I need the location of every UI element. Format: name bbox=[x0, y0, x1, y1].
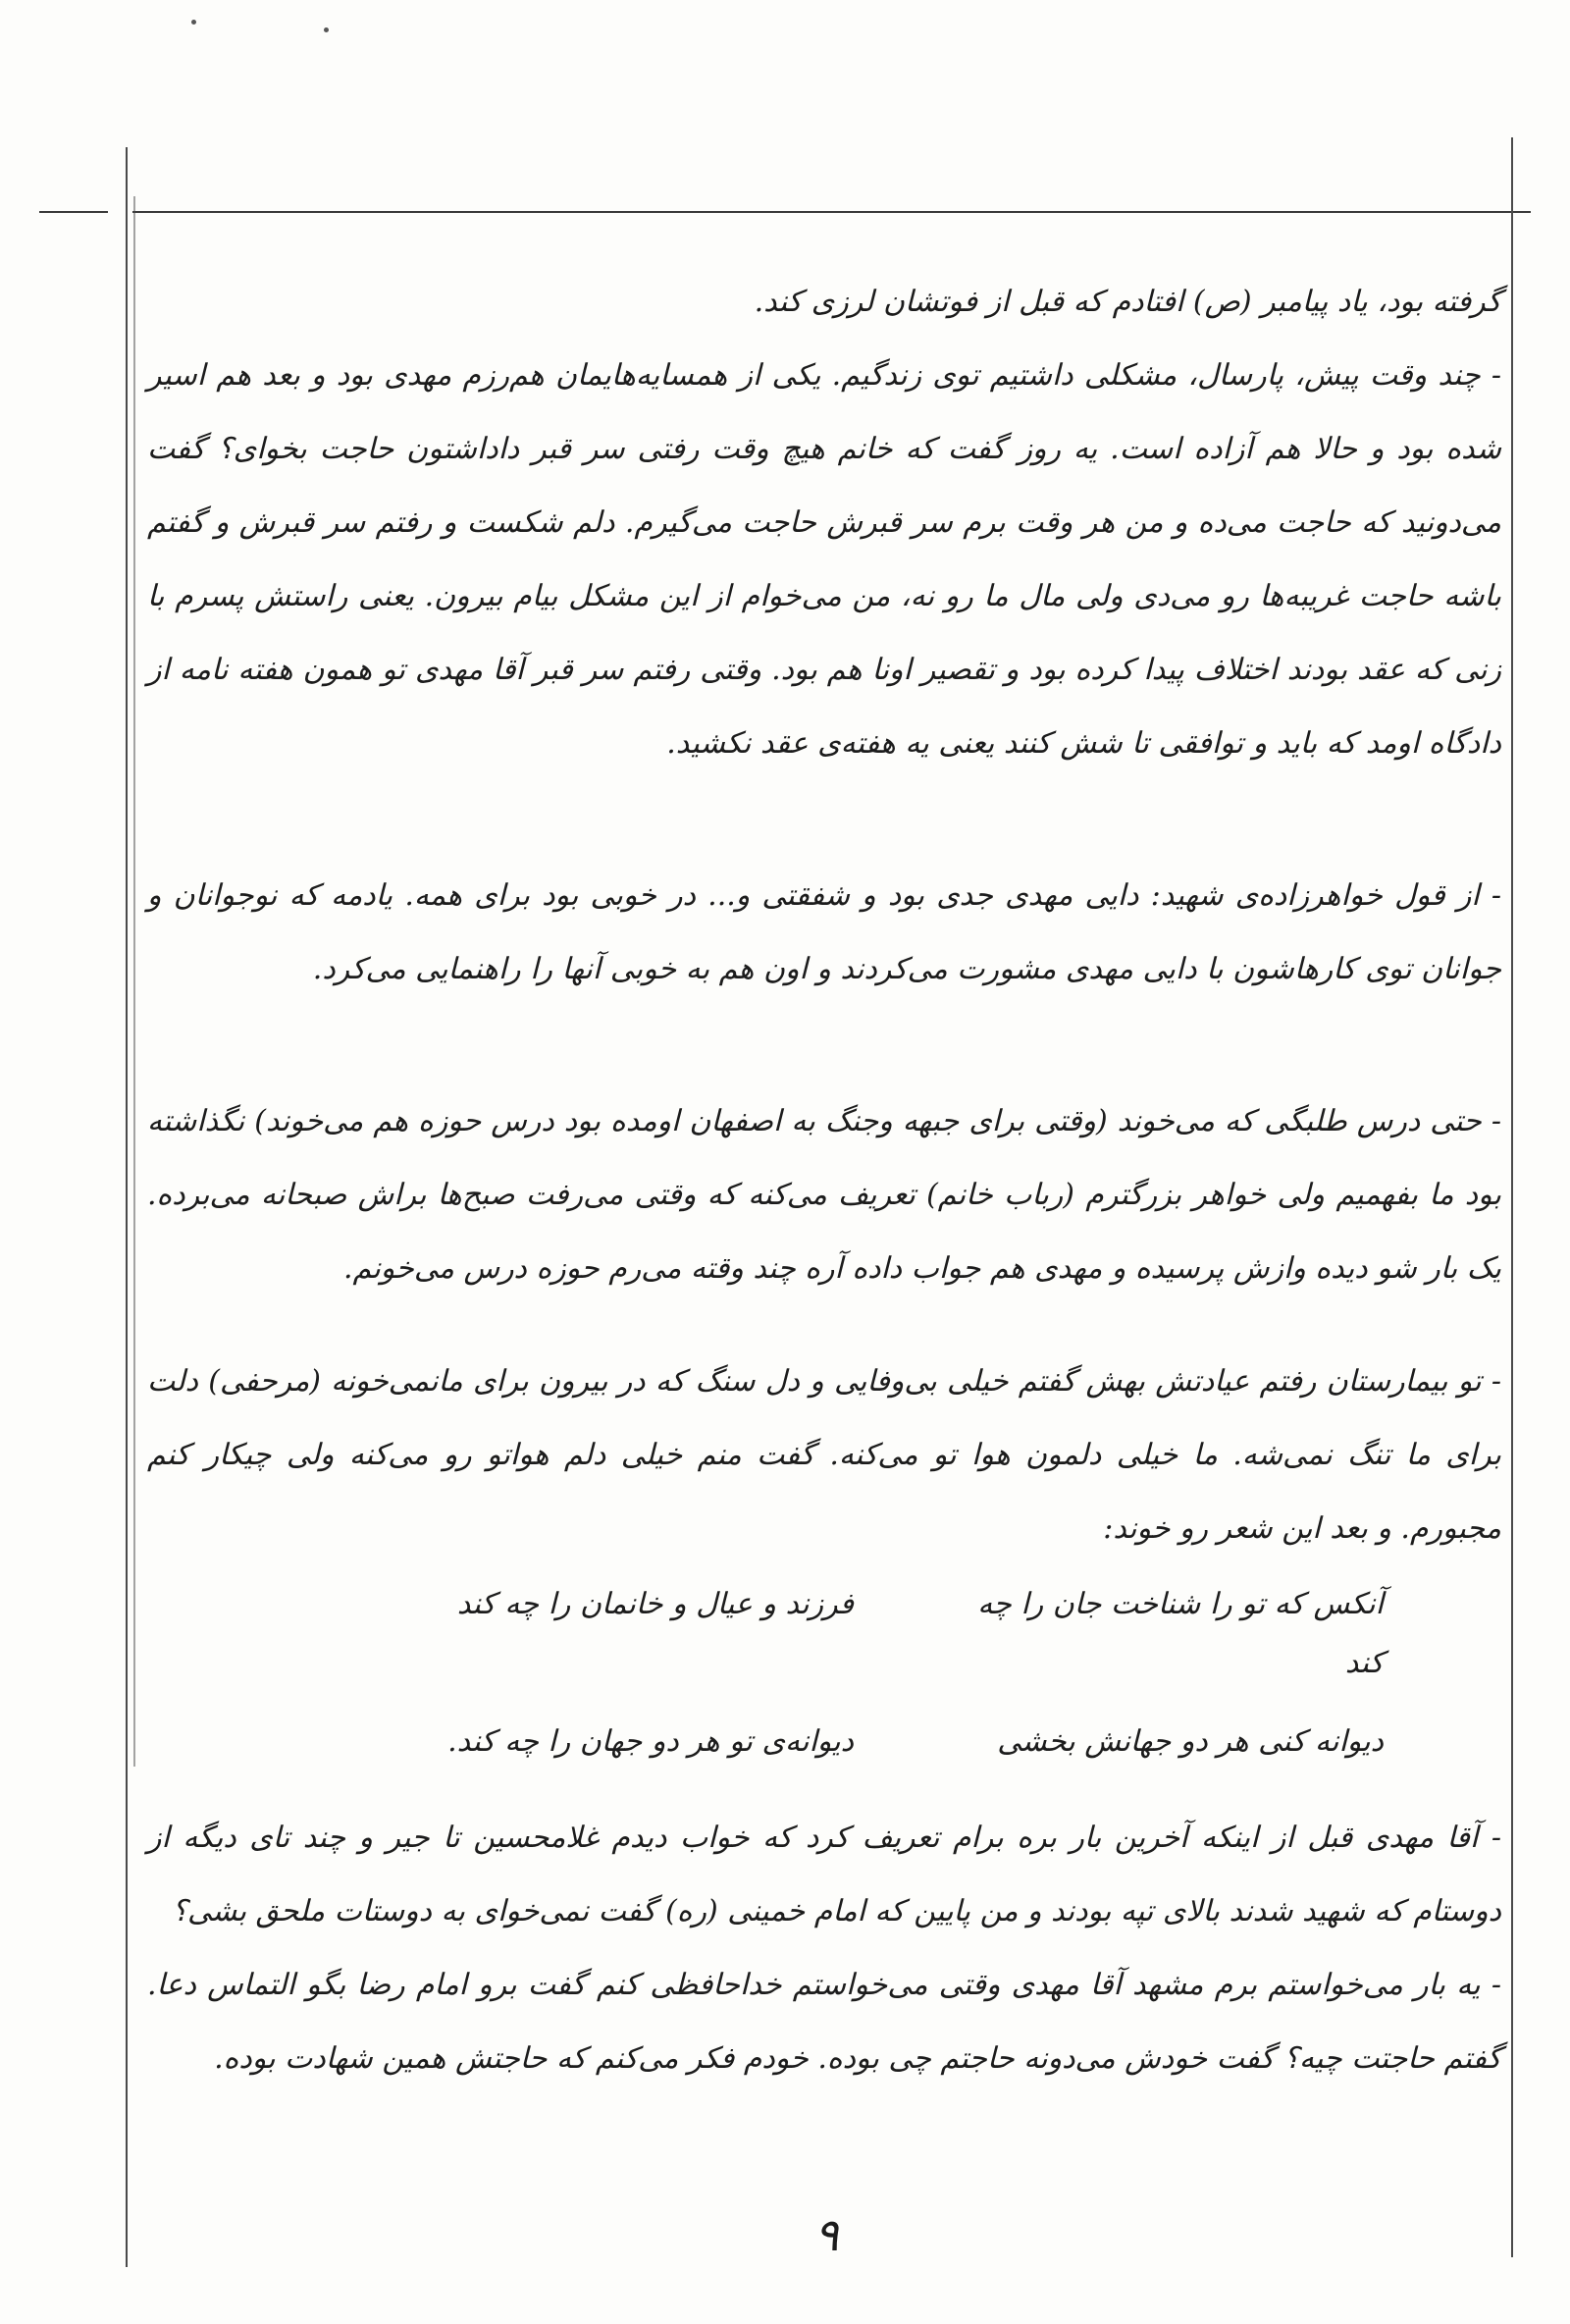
poem-hemistich: فرزند و عیال و خانمان را چه کند bbox=[456, 1587, 854, 1621]
paragraph-dream: - آقا مهدی قبل از اینکه آخرین بار بره برام تعریف کرد که خواب دیدم غلامحسین تا جیر و چند تای دیگه از دوستام که شهید شدند بالای تپه بودند و من پایین که امام خمینی (ره) گفت نمی‌خوای به دوستات ملحق بشی؟ bbox=[147, 1821, 1501, 1928]
poem-hemistich: دیوانه کنی هر دو جهانش بخشی bbox=[997, 1724, 1384, 1759]
scan-speck bbox=[191, 20, 196, 25]
paragraph-hajat: - چند وقت پیش، پارسال، مشکلی داشتیم توی زندگیم. یکی از همسایه‌هایمان هم‌رزم مهدی بود و بعد هم اسیر شده بود و حالا هم آزاده است. یه روز گفت که خانم هیچ وقت رفتی سر قبر داداشتون حاجت بخوای؟ گفت می‌دونید که حاجت می‌ده و من هر وقت برم سر قبرش حاجت می‌گیرم. دلم شکست و رفتم سر قبرش و گفتم باشه حاجت غریبه‌ها رو می‌دی ولی مال ما رو نه، من می‌خوام از این مشکل بیام بیرون. یعنی راستش پسرم با زنی که عقد بودند اختلاف پیدا کرده بود و تقصیر اونا هم بود. وقتی رفتم سر قبر آقا مهدی تو همون هفته نامه از دادگاه اومد که باید و توافقی تا شش کنند یعنی یه هفته‌ی عقد نکشید. bbox=[147, 358, 1501, 761]
header-rule-main bbox=[132, 211, 1516, 213]
poem-hemistich: دیوانه‌ی تو هر دو جهان را چه کند. bbox=[447, 1724, 854, 1759]
margin-line-left bbox=[126, 147, 128, 2267]
paragraph-nephew-quote: - از قول خواهرزاده‌ی شهید: دایی مهدی جدی بود و شفقتی و... در خوبی بود برای همه. یادمه که نوجوانان و جوانان توی کارهاشون با دایی مهدی مشورت می‌کردند و اون هم به خوبی آنها را راهنمایی می‌کرد. bbox=[147, 878, 1501, 986]
margin-line-left-inner bbox=[133, 196, 135, 1767]
paragraph-continuation: گرفته بود، یاد پیامبر (ص) افتادم که قبل از فوتشان لرزی کند. bbox=[754, 285, 1501, 319]
handwritten-text-body bbox=[147, 265, 1501, 2095]
page-number: ۹ bbox=[814, 2208, 839, 2261]
header-rule-left bbox=[39, 211, 108, 213]
margin-line-right bbox=[1511, 137, 1513, 2257]
header-rule-right bbox=[1472, 211, 1531, 213]
paragraph-mashhad: - یه بار می‌خواستم برم مشهد آقا مهدی وقتی می‌خواستم خداحافظی کنم گفت برو امام رضا بگو التماس دعا. گفتم حاجتت چیه؟ گفت خودش می‌دونه حاجتم چی بوده. خودم فکر می‌کنم که حاجتش همین شهادت بوده. bbox=[147, 1968, 1501, 2076]
paragraph-hospital: - تو بیمارستان رفتم عیادتش بهش گفتم خیلی بی‌وفایی و دل سنگ که در بیرون برای مانمی‌خونه (مرحفی) دلت برای ما تنگ نمی‌شه. ما خیلی دلمون هوا تو می‌کنه. گفت منم خیلی دلم هواتو رو می‌کنه ولی چیکار کنم مجبورم. و بعد این شعر رو خوند: bbox=[147, 1364, 1501, 1546]
scan-speck bbox=[324, 27, 329, 32]
poem-hemistich: آنکس که تو را شناخت جان را چه کند bbox=[977, 1587, 1384, 1680]
paragraph-seminary: - حتی درس طلبگی که می‌خوند (وقتی برای جبهه وجنگ به اصفهان اومده بود درس حوزه هم می‌خوند) نگذاشته بود ما بفهمیم ولی خواهر بزرگترم (رباب خانم) تعریف می‌کنه که وقتی می‌رفت صبح‌ها براش صبحانه می‌برده. یک بار شو دیده وازش پرسیده و مهدی هم جواب داده آره چند وقته می‌رم حوزه درس می‌خونم. bbox=[147, 1104, 1501, 1286]
poem-block bbox=[402, 1575, 1384, 1771]
